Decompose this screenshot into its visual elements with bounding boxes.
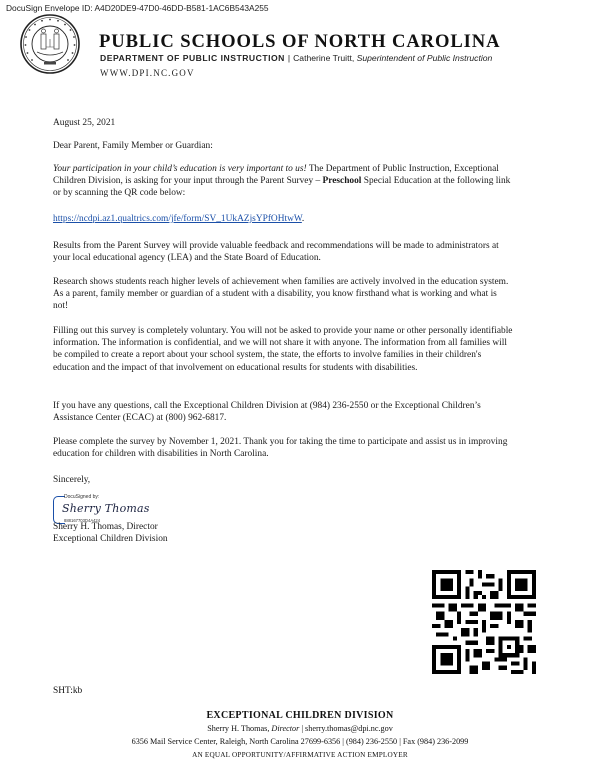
- qr-code-icon[interactable]: [432, 570, 536, 674]
- separator: |: [287, 53, 291, 63]
- paragraph-voluntary: Filling out this survey is completely voluntary. You will not be asked to provide your name or other personally identifiable information. The information is confidential, and we will not share it with anyone. The information from all families will be compiled to create a report about your school system, the state, the efforts to involve families in their children's education and the impact of that involvement on educational results for students with disabilities.: [53, 326, 513, 373]
- intro-emphasis: Your participation in your child’s education is very important to us!: [53, 164, 307, 174]
- footer-address: 6356 Mail Service Center, Raleigh, North Carolina 27699-6356 | (984) 236-2550 | Fax (984) 236-2099: [131, 737, 469, 746]
- letter-date: August 25, 2021: [53, 118, 116, 128]
- closing: Sincerely,: [53, 475, 91, 485]
- signature-script: Sherry Thomas: [62, 502, 150, 515]
- survey-link[interactable]: https://ncdpi.az1.qualtrics.com/jfe/form/SV_1UkAZjsYPfOHtwW: [53, 214, 302, 224]
- signer-division: Exceptional Children Division: [53, 534, 168, 544]
- superintendent-name: Catherine Truitt,: [293, 53, 355, 63]
- footer-contact-role: Director: [271, 724, 300, 733]
- footer-contact: [0, 724, 600, 733]
- signer-name: Sherry H. Thomas, Director: [53, 522, 158, 532]
- link-period: .: [301, 214, 305, 224]
- paragraph-deadline: Please complete the survey by November 1, 2021. Thank you for taking the time to participate and assist us in improving education for children with disabilities in North Carolina.: [53, 437, 508, 460]
- state-seal-logo: [20, 14, 80, 74]
- footer-contact-name: Sherry H. Thomas,: [207, 724, 272, 733]
- superintendent-role: Superintendent of Public Instruction: [356, 53, 493, 63]
- intro-text-b: Special Education at the following link or by scanning the QR code below:: [53, 176, 511, 199]
- survey-link-line: [53, 213, 513, 225]
- typist-initials: SHT:kb: [53, 686, 83, 696]
- paragraph-questions: If you have any questions, call the Exceptional Children Division at (984) 236-2550 or the Exceptional Children’s Assistance Center (ECAC) at (800) 962-6817.: [53, 401, 481, 424]
- department-name: DEPARTMENT OF PUBLIC INSTRUCTION: [100, 53, 285, 63]
- salutation: Dear Parent, Family Member or Guardian:: [53, 141, 213, 151]
- footer-contact-email: | sherry.thomas@dpi.nc.gov: [299, 724, 393, 733]
- footer-eeo: AN EQUAL OPPORTUNITY/AFFIRMATIVE ACTION EMPLOYER: [192, 751, 408, 759]
- signature-id: 888167703D4A424: [64, 518, 101, 523]
- footer-division: EXCEPTIONAL CHILDREN DIVISION: [206, 710, 394, 721]
- letterhead-title: PUBLIC SCHOOLS OF NORTH CAROLINA: [99, 31, 501, 52]
- intro-text-a: The Department of Public Instruction, Exceptional Children Division, is asking for your input through the Parent Survey –: [53, 164, 499, 187]
- docusigned-by-label: DocuSigned by:: [64, 494, 100, 500]
- docusign-envelope-id: DocuSign Envelope ID: A4D20DE9-47D0-46DD-B581-1AC6B543A255: [6, 3, 269, 13]
- paragraph-results: Results from the Parent Survey will provide valuable feedback and recommendations will be made to administrators at your local educational agency (LEA) and the State Board of Education.: [53, 241, 499, 264]
- paragraph-intro: [53, 163, 513, 200]
- letterhead-department-line: [100, 53, 492, 63]
- paragraph-research: Research shows students reach higher levels of achievement when families are actively involved in the education system. As a parent, family member or guardian of a student with a disability, you know firsthand what is working and what is not!: [53, 277, 509, 312]
- website: WWW.DPI.NC.GOV: [100, 68, 195, 78]
- intro-bold: Preschool: [322, 176, 362, 187]
